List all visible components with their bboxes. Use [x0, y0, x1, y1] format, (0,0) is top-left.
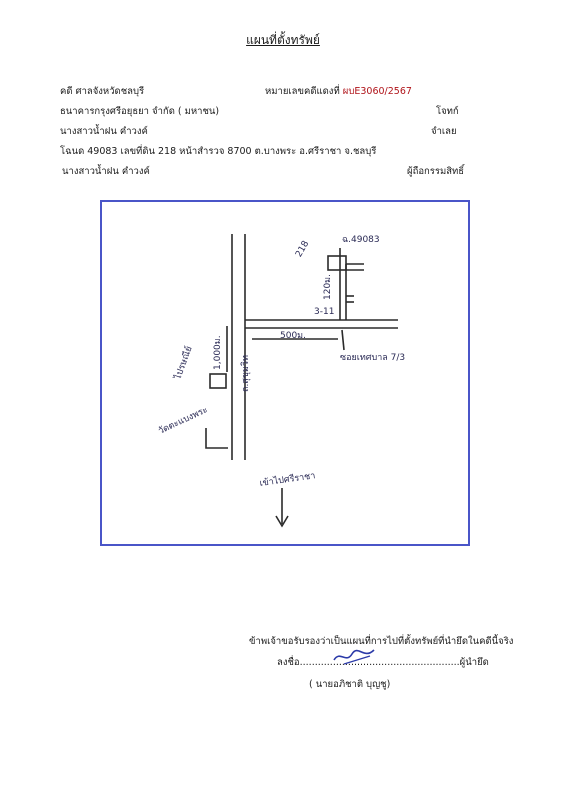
certification-text: ข้าพเจ้าขอรับรองว่าเป็นแผนที่การไปที่ตั้งทรัพย์ที่นำยึดในคดีนี้จริง [249, 636, 514, 647]
map-dist-vertical: 120ม. [323, 274, 333, 300]
case-number-caption: หมายเลขคดีแดงที่ [265, 86, 340, 97]
signer-name: ( นายอภิชาติ บุญชู) [309, 679, 391, 690]
case-number-label [265, 86, 412, 98]
case-number-value: ผบE3060/2567 [342, 86, 412, 97]
plaintiff-role: โจทก์ [436, 106, 459, 117]
court-name: คดี ศาลจังหวัดชลบุรี [60, 86, 145, 97]
signature-line [277, 657, 489, 669]
property-map [100, 200, 470, 546]
map-deed-label: ฉ.49083 [342, 235, 380, 245]
signature-prefix: ลงชื่อ........................... [277, 657, 382, 668]
map-plot-label: 218 [294, 239, 312, 260]
map-soi-label: ซอยเทศบาล 7/3 [340, 353, 406, 363]
plot-box [328, 256, 346, 270]
defendant-name: นางสาวน้ำฝน คำวงค์ [60, 126, 148, 137]
map-dist-horizontal: 500ม. [280, 331, 306, 341]
owner-name: นางสาวน้ำฝน คำวงค์ [62, 166, 150, 177]
deed-details: โฉนด 49083 เลขที่ดิน 218 หน้าสำรวจ 8700 ต.บางพระ อ.ศรีราชา จ.ชลบุรี [60, 146, 377, 157]
map-road-label: ถ.สุขุมวิท [241, 355, 251, 392]
map-direction-label: เข้าไปศรีราชา [259, 471, 316, 489]
defendant-role: จำเลย [431, 126, 457, 137]
post-office-box [210, 374, 226, 388]
map-dist-short: 3-11 [314, 307, 335, 317]
temple-box [206, 428, 228, 448]
owner-role: ผู้ถือกรรมสิทธิ์ [407, 166, 465, 177]
handwritten-signature [330, 646, 378, 668]
map-landmark-temple: วัดตะแบงพระ [157, 405, 210, 437]
page-title: แผนที่ตั้งทรัพย์ [246, 33, 320, 47]
map-drawing [102, 202, 468, 544]
signature-suffix: ..........................ผู้นำยึด [381, 657, 489, 668]
map-left-distance: 1,000ม. [213, 335, 223, 370]
map-landmark-post: ไปรษณีย์ [173, 345, 195, 382]
plaintiff-name: ธนาคารกรุงศรีอยุธยา จำกัด ( มหาชน) [60, 106, 220, 117]
